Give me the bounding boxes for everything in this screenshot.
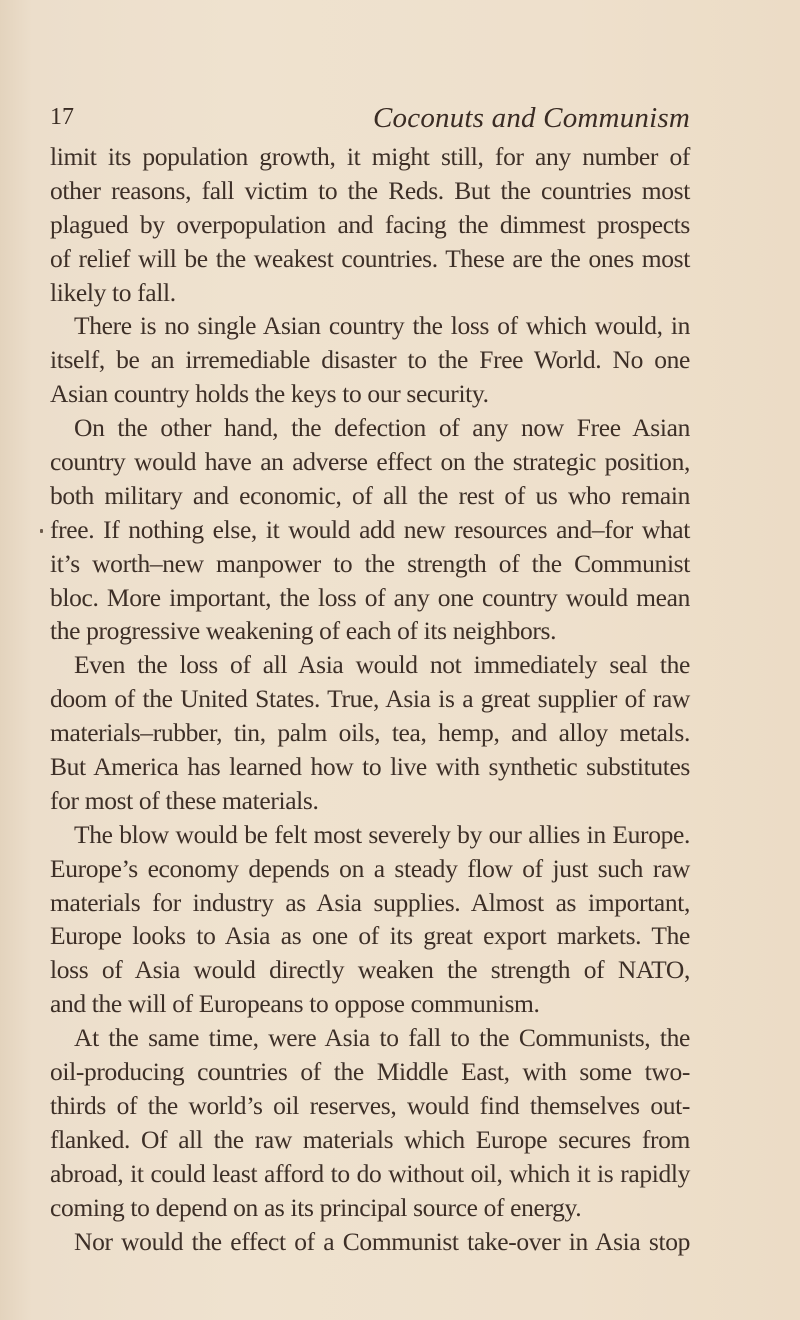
margin-speck <box>40 529 43 533</box>
text-line: But America has learned how to live with synthetic substitutes <box>50 752 690 782</box>
text-line: Europe’s economy depends on a steady flow of just such raw <box>50 853 690 883</box>
text-line: both military and economic, of all the rest of us who remain <box>50 480 690 510</box>
text-line: bloc. More important, the loss of any one country would mean <box>50 582 690 612</box>
text-line: The blow would be felt most severely by our allies in Europe. <box>74 819 690 849</box>
text-line: oil-producing countries of the Middle East, with some two- <box>50 1057 690 1087</box>
text-line: and the will of Europeans to oppose communism. <box>50 989 540 1019</box>
paragraph <box>50 648 690 817</box>
text-line: likely to fall. <box>50 277 176 307</box>
text-line: of relief will be the weakest countries. These are the ones most <box>50 243 690 273</box>
text-line: materials–rubber, tin, palm oils, tea, hemp, and alloy metals. <box>50 718 690 748</box>
text-line: the progressive weakening of each of its neighbors. <box>50 616 557 646</box>
body-text <box>50 140 690 1258</box>
running-title: Coconuts and Communism <box>373 102 690 134</box>
text-line: At the same time, were Asia to fall to the Communists, the <box>74 1023 690 1053</box>
text-line: coming to depend on as its principal source of energy. <box>50 1192 582 1222</box>
text-line: Nor would the effect of a Communist take-over in Asia stop <box>74 1226 690 1256</box>
text-line: thirds of the world’s oil reserves, would find themselves out- <box>50 1090 690 1120</box>
text-line: loss of Asia would directly weaken the strength of NATO, <box>50 955 690 985</box>
text-line: On the other hand, the defection of any now Free Asian <box>74 413 690 443</box>
paragraph <box>50 309 690 411</box>
paragraph <box>50 1225 690 1259</box>
text-line: other reasons, fall victim to the Reds. But the countries most <box>50 175 690 205</box>
paragraph <box>50 1021 690 1224</box>
text-line: plagued by overpopulation and facing the dimmest prospects <box>50 209 690 239</box>
text-line: limit its population growth, it might still, for any number of <box>50 142 690 171</box>
text-line: for most of these materials. <box>50 785 319 815</box>
text-line: doom of the United States. True, Asia is a great supplier of raw <box>50 684 690 714</box>
paragraph <box>50 818 690 1021</box>
paragraph <box>50 411 690 648</box>
text-line: abroad, it could least afford to do without oil, which it is rapidly <box>50 1158 690 1188</box>
running-head <box>50 100 690 140</box>
text-line: Asian country holds the keys to our security. <box>50 379 489 409</box>
paragraph <box>50 140 690 309</box>
text-line: country would have an adverse effect on the strategic position, <box>50 447 690 477</box>
text-line: it’s worth–new manpower to the strength of the Communist <box>50 548 690 578</box>
text-line: Even the loss of all Asia would not immediately seal the <box>74 650 690 680</box>
text-line: flanked. Of all the raw materials which Europe secures from <box>50 1124 690 1154</box>
text-line: There is no single Asian country the loss of which would, in <box>74 311 690 341</box>
page-number: 17 <box>50 104 74 130</box>
text-line: Europe looks to Asia as one of its great export markets. The <box>50 921 690 951</box>
text-line: itself, be an irremediable disaster to the Free World. No one <box>50 345 690 375</box>
text-line: materials for industry as Asia supplies. Almost as important, <box>50 887 690 917</box>
text-line: free. If nothing else, it would add new resources and–for what <box>50 514 690 544</box>
